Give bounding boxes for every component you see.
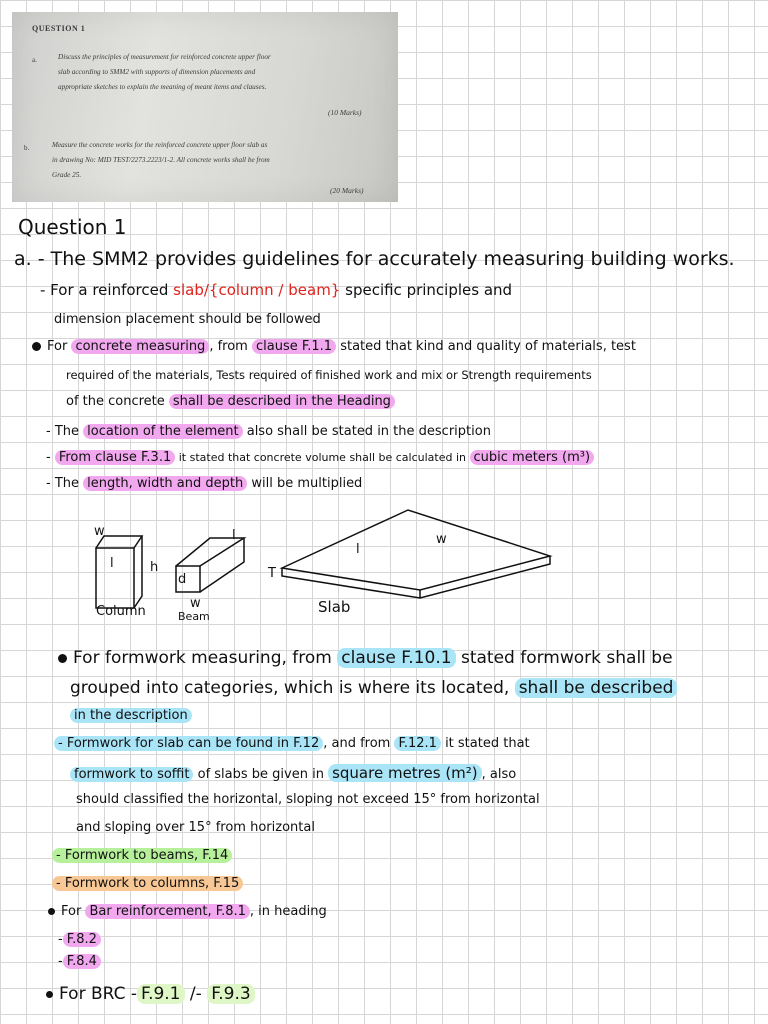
hl-clause-f11: clause F.1.1 [252,339,336,354]
hl-f84: F.8.4 [63,954,101,969]
note-line-soffit: formwork to soffit of slabs be given in square metres (m²) , also [70,764,516,782]
note-line-f84: - F.8.4 [58,954,101,969]
hl-concrete-measuring: concrete measuring [71,339,209,354]
hl-described-heading: shall be described in the Heading [169,394,395,409]
note-line-lwd: - The length, width and depth will be multiplied [46,476,363,491]
photo-part-a-text: Discuss the principles of measurement for reinforced concrete upper floor slab according to SMM2 with supports of dimension placements and appropriate sketches to explain the meaning of meant items and clauses. [58,53,271,91]
hl-formwork-soffit: formwork to soffit [70,767,193,782]
note-line-a: a. - The SMM2 provides guidelines for accurately measuring building works. [14,248,735,270]
note-line-classified: should classified the horizontal, sloping not exceed 15° from horizontal [76,792,540,807]
label-col-l: l [110,556,114,571]
note-bullet-concrete: For concrete measuring , from clause F.1.1 stated that kind and quality of materials, test [32,339,636,354]
notes-heading: Question 1 [18,215,127,239]
note-line-columns [52,876,243,891]
note-line-f31: - From clause F.3.1 it stated that concrete volume shall be calculated in cubic meters (m³) [46,450,594,465]
hl-in-description: in the description [70,708,192,723]
note-line-dimension: dimension placement should be followed [54,312,321,327]
photo-part-b-label: b. [24,144,30,152]
hl-f121: F.12.1 [394,736,440,751]
label-col-h: h [150,560,159,575]
note-bullet-brc: For BRC - F.9.1 /- F.9.3 [46,984,255,1004]
note-line-beams [52,848,232,863]
bullet-icon [58,654,67,663]
hl-f93: F.9.3 [207,984,255,1004]
hl-formwork-columns: - Formwork to columns, F.15 [52,876,243,891]
label-slab-l: l [356,542,360,557]
label-column: Column [96,604,146,619]
note-bullet-bar: For Bar reinforcement, F.8.1 , in heading [48,904,327,919]
hl-formwork-beams: - Formwork to beams, F.14 [52,848,232,863]
photo-part-a-marks: (10 Marks) [328,108,362,117]
hl-shall-described: shall be described [515,678,678,698]
hl-f91: F.9.1 [137,984,185,1004]
slab-sketch [282,510,550,598]
hl-cubic-meters: cubic meters (m³) [470,450,595,465]
note-line-grouped: grouped into categories, which is where its located, shall be described [70,678,677,698]
label-beam: Beam [178,610,210,623]
label-beam-w: w [190,596,201,611]
photo-part-a-label: a. [32,56,37,64]
note-line-heading: of the concrete shall be described in the Heading [66,394,395,409]
label-beam-l: l [232,528,236,543]
hl-clause-f31: From clause F.3.1 [55,450,175,465]
hl-formwork-slab: - Formwork for slab can be found in F.12 [54,736,323,751]
photo-part-b-marks: (20 Marks) [330,186,364,195]
note-line-location: - The location of the element also shall be stated in the description [46,424,491,439]
hl-square-metres: square metres (m²) [328,764,482,782]
note-line-f82: - F.8.2 [58,932,101,947]
note-line-reinforced: - For a reinforced slab/{column / beam} specific principles and [40,281,513,299]
hl-lwd: length, width and depth [83,476,247,491]
label-slab: Slab [318,598,351,616]
note-line-in-description [70,708,192,723]
label-slab-t: T [268,566,276,581]
label-col-w: w [94,524,105,539]
note-line-sloping: and sloping over 15° from horizontal [76,820,315,835]
photo-question-title: QUESTION 1 [32,24,86,33]
note-bullet-formwork: For formwork measuring, from clause F.10.1 stated formwork shall be [58,648,673,668]
photo-part-b-text: Measure the concrete works for the reinforced concrete upper floor slab as in drawing No: MID TEST/2273.2223/1-2. All concrete works shall be from Grade 25. [52,141,270,179]
note-line-formwork-slab: - Formwork for slab can be found in F.12 , and from F.12.1 it stated that [54,736,530,751]
label-beam-d: d [178,572,187,587]
note-red-slab: slab/{column / beam} [173,281,341,299]
bullet-icon [48,908,55,915]
label-slab-w: w [436,532,447,547]
note-line-materials: required of the materials, Tests required of finished work and mix or Strength requirements [66,368,592,382]
bullet-icon [46,991,53,998]
hl-location: location of the element [83,424,242,439]
hl-f82: F.8.2 [63,932,101,947]
hl-clause-f101: clause F.10.1 [337,648,455,668]
column-sketch [96,536,142,608]
hl-bar-reinforcement: Bar reinforcement, F.8.1 [85,904,249,919]
